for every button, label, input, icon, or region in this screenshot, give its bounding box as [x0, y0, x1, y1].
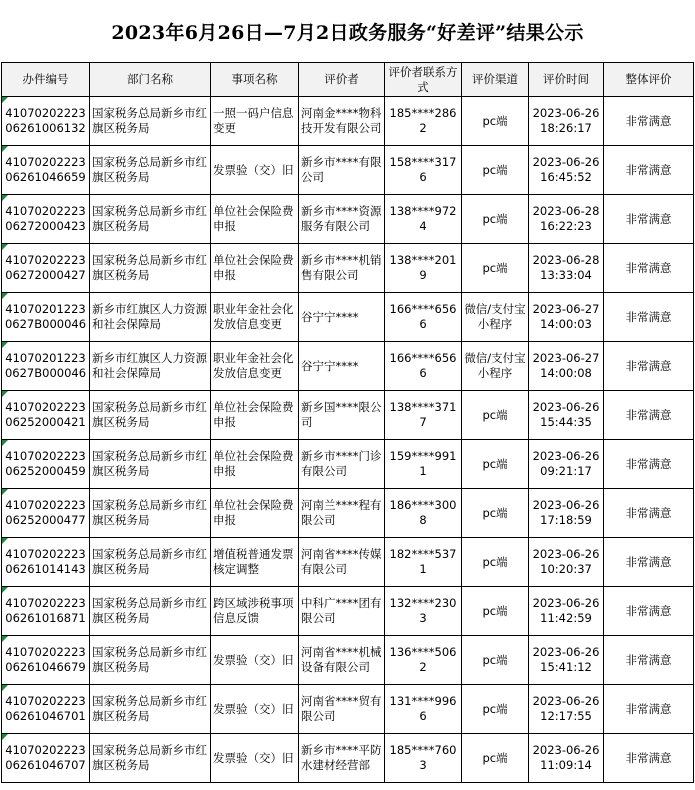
time-cell: 2023-06-26 09:21:17: [529, 440, 604, 489]
header-row: [2, 63, 694, 97]
item-cell: 单位社会保险费申报: [211, 391, 299, 440]
time-cell: 2023-06-26 15:44:35: [529, 391, 604, 440]
evaluator-cell: 河南省****贸有限公司: [299, 685, 385, 734]
overall-cell: 非常满意: [604, 636, 694, 685]
overall-cell: 非常满意: [604, 146, 694, 195]
contact-cell: 132****2303: [385, 587, 462, 636]
evaluator-cell: 河南省****传媒有限公司: [299, 538, 385, 587]
overall-cell: 非常满意: [604, 97, 694, 146]
evaluator-cell: 新乡市****资源服务有限公司: [299, 195, 385, 244]
case-id-cell: 4107020222306252000477: [2, 489, 90, 538]
channel-cell: pc端: [462, 685, 529, 734]
department-cell: 新乡市红旗区人力资源和社会保障局: [90, 293, 211, 342]
contact-cell: 185****2862: [385, 97, 462, 146]
department-cell: 国家税务总局新乡市红旗区税务局: [90, 440, 211, 489]
case-id-cell: 4107020222306261014143: [2, 538, 90, 587]
evaluator-cell: 谷宁宁****: [299, 342, 385, 391]
channel-cell: pc端: [462, 195, 529, 244]
table-row: [2, 391, 694, 440]
overall-cell: 非常满意: [604, 342, 694, 391]
channel-cell: pc端: [462, 244, 529, 293]
department-cell: 国家税务总局新乡市红旗区税务局: [90, 636, 211, 685]
table-row: [2, 538, 694, 587]
overall-cell: 非常满意: [604, 293, 694, 342]
case-id-cell: 4107020222306261046679: [2, 636, 90, 685]
item-cell: 职业年金社会化发放信息变更: [211, 342, 299, 391]
evaluator-cell: 新乡市****机销售有限公司: [299, 244, 385, 293]
case-id-cell: 4107020222306252000459: [2, 440, 90, 489]
time-cell: 2023-06-27 14:00:08: [529, 342, 604, 391]
case-id-cell: 4107020222306261006132: [2, 97, 90, 146]
evaluator-cell: 中科广****团有限公司: [299, 587, 385, 636]
evaluator-cell: 新乡市****门诊有限公司: [299, 440, 385, 489]
contact-cell: 185****7603: [385, 734, 462, 783]
header-overall: 整体评价: [604, 63, 694, 97]
time-cell: 2023-06-26 11:42:59: [529, 587, 604, 636]
table-row: [2, 342, 694, 391]
case-id-cell: 410702012230627B000046: [2, 293, 90, 342]
overall-cell: 非常满意: [604, 391, 694, 440]
page-title: 2023年6月26日—7月2日政务服务“好差评”结果公示: [111, 21, 584, 44]
time-cell: 2023-06-26 18:26:17: [529, 97, 604, 146]
department-cell: 国家税务总局新乡市红旗区税务局: [90, 195, 211, 244]
channel-cell: 微信/支付宝小程序: [462, 342, 529, 391]
header-time: 评价时间: [529, 63, 604, 97]
table-row: [2, 146, 694, 195]
time-cell: 2023-06-26 15:41:12: [529, 636, 604, 685]
department-cell: 国家税务总局新乡市红旗区税务局: [90, 391, 211, 440]
case-id-cell: 4107020222306252000421: [2, 391, 90, 440]
department-cell: 国家税务总局新乡市红旗区税务局: [90, 538, 211, 587]
overall-cell: 非常满意: [604, 440, 694, 489]
overall-cell: 非常满意: [604, 587, 694, 636]
channel-cell: pc端: [462, 391, 529, 440]
time-cell: 2023-06-28 16:22:23: [529, 195, 604, 244]
case-id-cell: 4107020222306261046707: [2, 734, 90, 783]
contact-cell: 159****9911: [385, 440, 462, 489]
item-cell: 发票验（交）旧: [211, 685, 299, 734]
overall-cell: 非常满意: [604, 489, 694, 538]
time-cell: 2023-06-26 11:09:14: [529, 734, 604, 783]
channel-cell: pc端: [462, 489, 529, 538]
table-row: [2, 195, 694, 244]
contact-cell: 131****9966: [385, 685, 462, 734]
header-item: 事项名称: [211, 63, 299, 97]
item-cell: 职业年金社会化发放信息变更: [211, 293, 299, 342]
channel-cell: pc端: [462, 440, 529, 489]
contact-cell: 138****9724: [385, 195, 462, 244]
evaluator-cell: 河南金****物科技开发有限公司: [299, 97, 385, 146]
header-department: 部门名称: [90, 63, 211, 97]
channel-cell: pc端: [462, 146, 529, 195]
contact-cell: 182****5371: [385, 538, 462, 587]
time-cell: 2023-06-26 17:18:59: [529, 489, 604, 538]
evaluator-cell: 新乡市****有限公司: [299, 146, 385, 195]
header-evaluator: 评价者: [299, 63, 385, 97]
case-id-cell: 4107020222306261046701: [2, 685, 90, 734]
time-cell: 2023-06-26 16:45:52: [529, 146, 604, 195]
table-row: [2, 734, 694, 783]
results-table: [1, 62, 694, 783]
evaluator-cell: 谷宁宁****: [299, 293, 385, 342]
table-row: [2, 636, 694, 685]
overall-cell: 非常满意: [604, 685, 694, 734]
contact-cell: 138****3717: [385, 391, 462, 440]
overall-cell: 非常满意: [604, 244, 694, 293]
department-cell: 新乡市红旗区人力资源和社会保障局: [90, 342, 211, 391]
department-cell: 国家税务总局新乡市红旗区税务局: [90, 244, 211, 293]
department-cell: 国家税务总局新乡市红旗区税务局: [90, 587, 211, 636]
time-cell: 2023-06-28 13:33:04: [529, 244, 604, 293]
case-id-cell: 4107020222306272000427: [2, 244, 90, 293]
contact-cell: 138****2019: [385, 244, 462, 293]
department-cell: 国家税务总局新乡市红旗区税务局: [90, 685, 211, 734]
channel-cell: pc端: [462, 97, 529, 146]
item-cell: 增值税普通发票核定调整: [211, 538, 299, 587]
department-cell: 国家税务总局新乡市红旗区税务局: [90, 734, 211, 783]
evaluator-cell: 新乡国****限公司: [299, 391, 385, 440]
overall-cell: 非常满意: [604, 538, 694, 587]
evaluator-cell: 河南兰****程有限公司: [299, 489, 385, 538]
channel-cell: 微信/支付宝小程序: [462, 293, 529, 342]
overall-cell: 非常满意: [604, 195, 694, 244]
header-channel: 评价渠道: [462, 63, 529, 97]
header-contact: 评价者联系方式: [385, 63, 462, 97]
table-row: [2, 587, 694, 636]
case-id-cell: 4107020222306261016871: [2, 587, 90, 636]
item-cell: 单位社会保险费申报: [211, 244, 299, 293]
evaluator-cell: 新乡市****平防水建材经营部: [299, 734, 385, 783]
item-cell: 单位社会保险费申报: [211, 440, 299, 489]
item-cell: 单位社会保险费申报: [211, 489, 299, 538]
time-cell: 2023-06-26 10:20:37: [529, 538, 604, 587]
department-cell: 国家税务总局新乡市红旗区税务局: [90, 97, 211, 146]
table-row: [2, 440, 694, 489]
time-cell: 2023-06-26 12:17:55: [529, 685, 604, 734]
department-cell: 国家税务总局新乡市红旗区税务局: [90, 489, 211, 538]
table-row: [2, 97, 694, 146]
channel-cell: pc端: [462, 538, 529, 587]
channel-cell: pc端: [462, 734, 529, 783]
table-row: [2, 685, 694, 734]
contact-cell: 166****6566: [385, 342, 462, 391]
evaluator-cell: 河南省****机械设备有限公司: [299, 636, 385, 685]
channel-cell: pc端: [462, 636, 529, 685]
contact-cell: 158****3176: [385, 146, 462, 195]
table-row: [2, 489, 694, 538]
overall-cell: 非常满意: [604, 734, 694, 783]
item-cell: 发票验（交）旧: [211, 146, 299, 195]
table-row: [2, 293, 694, 342]
department-cell: 国家税务总局新乡市红旗区税务局: [90, 146, 211, 195]
header-case-id: 办件编号: [2, 63, 90, 97]
item-cell: 单位社会保险费申报: [211, 195, 299, 244]
contact-cell: 166****6566: [385, 293, 462, 342]
case-id-cell: 4107020222306261046659: [2, 146, 90, 195]
case-id-cell: 4107020222306272000423: [2, 195, 90, 244]
contact-cell: 136****5062: [385, 636, 462, 685]
item-cell: 跨区域涉税事项信息反馈: [211, 587, 299, 636]
table-row: [2, 244, 694, 293]
item-cell: 发票验（交）旧: [211, 636, 299, 685]
case-id-cell: 410702012230627B000046: [2, 342, 90, 391]
channel-cell: pc端: [462, 587, 529, 636]
item-cell: 发票验（交）旧: [211, 734, 299, 783]
item-cell: 一照一码户信息变更: [211, 97, 299, 146]
contact-cell: 186****3008: [385, 489, 462, 538]
time-cell: 2023-06-27 14:00:03: [529, 293, 604, 342]
